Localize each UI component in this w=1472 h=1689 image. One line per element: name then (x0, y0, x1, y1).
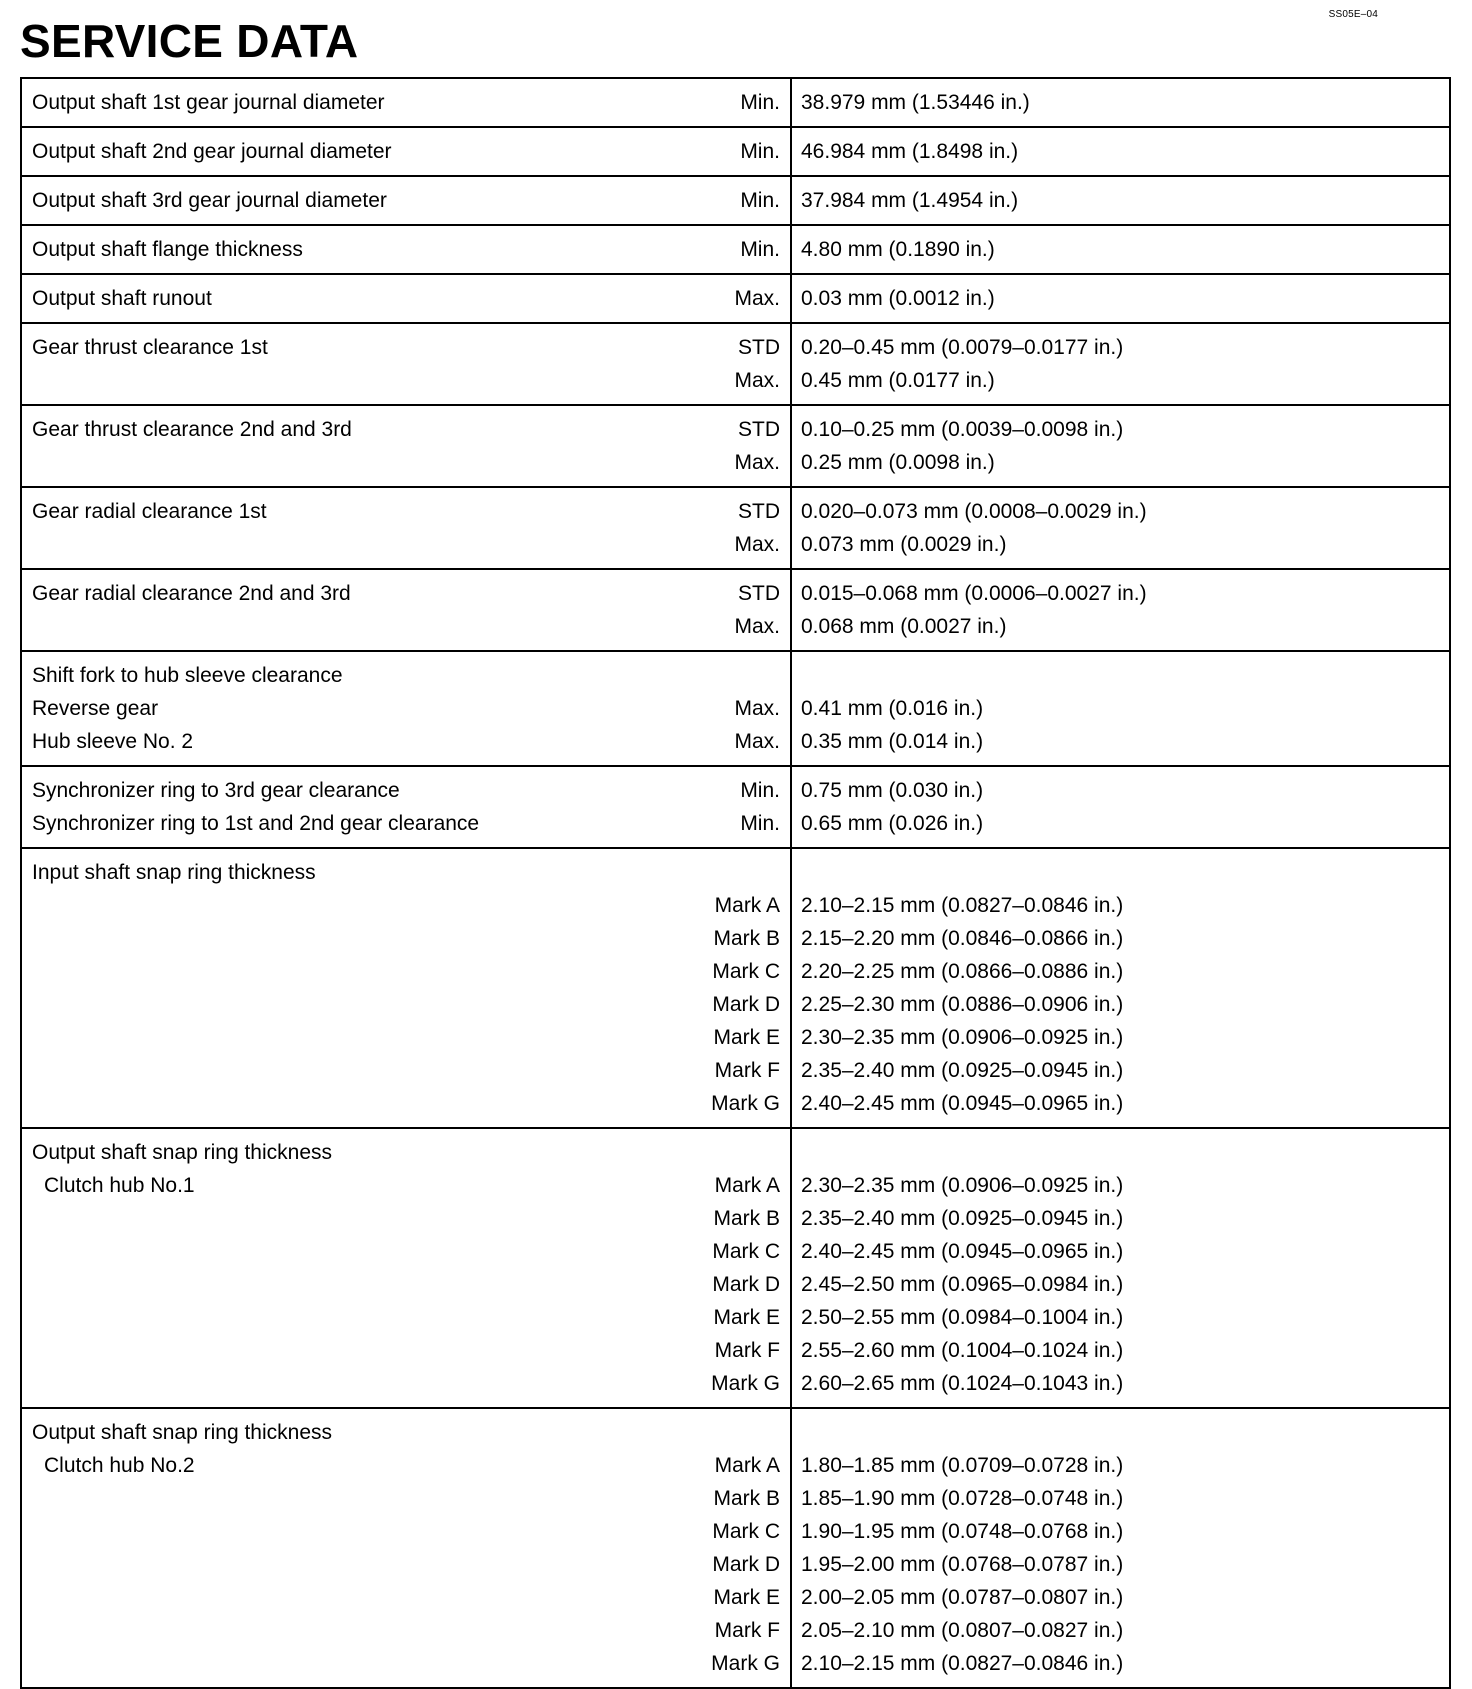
item-labels (32, 1136, 711, 1400)
spec-label-cell (22, 849, 792, 1127)
qualifier: Min. (740, 189, 780, 212)
spec-value: 0.20–0.45 mm (0.0079–0.0177 in.) (801, 336, 1124, 359)
item-label: Output shaft flange thickness (32, 238, 303, 261)
qualifier: Mark B (713, 927, 780, 950)
qualifier: Mark E (713, 1026, 780, 1049)
spec-value-cell (792, 324, 1449, 404)
spec-label-cell (22, 1129, 792, 1407)
spec-value: 0.073 mm (0.0029 in.) (801, 533, 1007, 556)
qualifier-column (740, 774, 780, 840)
qualifier: Mark C (712, 960, 780, 983)
table-row (22, 486, 1449, 568)
spec-value: 2.40–2.45 mm (0.0945–0.0965 in.) (801, 1092, 1124, 1115)
spec-value (801, 856, 1439, 889)
spec-value: 2.45–2.50 mm (0.0965–0.0984 in.) (801, 1273, 1124, 1296)
qualifier: Max. (734, 533, 780, 556)
qualifier: Mark D (712, 993, 780, 1016)
spec-value-cell (792, 849, 1449, 1127)
item-labels (32, 86, 740, 119)
item-label: Hub sleeve No. 2 (32, 730, 194, 753)
spec-value-cell (792, 767, 1449, 847)
spec-value (801, 659, 1439, 692)
table-row (22, 224, 1449, 273)
qualifier: Max. (734, 369, 780, 392)
spec-value: 38.979 mm (1.53446 in.) (801, 91, 1030, 114)
item-label: Gear thrust clearance 1st (32, 336, 268, 359)
spec-value (801, 1416, 1439, 1449)
spec-value: 0.020–0.073 mm (0.0008–0.0029 in.) (801, 500, 1147, 523)
item-label: Output shaft runout (32, 287, 212, 310)
spec-value: 1.95–2.00 mm (0.0768–0.0787 in.) (801, 1553, 1124, 1576)
qualifier (711, 1136, 780, 1169)
qualifier-column (734, 413, 780, 479)
spec-value: 1.90–1.95 mm (0.0748–0.0768 in.) (801, 1520, 1124, 1543)
spec-label-cell (22, 226, 792, 273)
qualifier: Mark F (714, 1619, 780, 1642)
item-label: Synchronizer ring to 1st and 2nd gear clearance (32, 812, 480, 835)
qualifier: Mark B (713, 1487, 780, 1510)
spec-label-cell (22, 767, 792, 847)
item-labels (32, 233, 740, 266)
spec-value: 1.80–1.85 mm (0.0709–0.0728 in.) (801, 1454, 1124, 1477)
item-label: Gear radial clearance 2nd and 3rd (32, 582, 351, 605)
qualifier: Max. (734, 615, 780, 638)
item-labels (32, 659, 734, 758)
qualifier-column (734, 659, 780, 758)
item-labels (32, 331, 734, 397)
qualifier: STD (738, 418, 780, 441)
qualifier-column (740, 184, 780, 217)
qualifier-column (734, 577, 780, 643)
qualifier: Mark C (712, 1520, 780, 1543)
item-label: Synchronizer ring to 3rd gear clearance (32, 779, 400, 802)
spec-value: 0.75 mm (0.030 in.) (801, 779, 984, 802)
item-label: Gear radial clearance 1st (32, 500, 267, 523)
item-label: Input shaft snap ring thickness (32, 861, 316, 884)
item-label: Output shaft 3rd gear journal diameter (32, 189, 387, 212)
qualifier: Max. (734, 451, 780, 474)
item-label: Gear thrust clearance 2nd and 3rd (32, 418, 352, 441)
table-row (22, 765, 1449, 847)
spec-value: 2.50–2.55 mm (0.0984–0.1004 in.) (801, 1306, 1124, 1329)
spec-value: 37.984 mm (1.4954 in.) (801, 189, 1019, 212)
qualifier: Mark D (712, 1553, 780, 1576)
item-label: Output shaft 2nd gear journal diameter (32, 140, 392, 163)
table-row (22, 126, 1449, 175)
qualifier: Mark B (713, 1207, 780, 1230)
spec-value-cell (792, 570, 1449, 650)
table-row (22, 79, 1449, 126)
table-row (22, 650, 1449, 765)
item-label: Shift fork to hub sleeve clearance (32, 664, 343, 687)
qualifier: Mark F (714, 1339, 780, 1362)
item-labels (32, 282, 734, 315)
spec-value: 46.984 mm (1.8498 in.) (801, 140, 1019, 163)
spec-value-cell (792, 652, 1449, 765)
qualifier: Mark G (711, 1652, 780, 1675)
spec-value: 2.35–2.40 mm (0.0925–0.0945 in.) (801, 1059, 1124, 1082)
table-row (22, 568, 1449, 650)
qualifier: STD (738, 582, 780, 605)
spec-label-cell (22, 488, 792, 568)
spec-value-cell (792, 79, 1449, 126)
qualifier-column (740, 135, 780, 168)
qualifier: Min. (740, 91, 780, 114)
document-code: SS05E–04 (1328, 9, 1378, 20)
qualifier-column (734, 495, 780, 561)
spec-label-cell (22, 1409, 792, 1687)
spec-value: 0.25 mm (0.0098 in.) (801, 451, 995, 474)
table-row (22, 1407, 1449, 1687)
table-row (22, 175, 1449, 224)
qualifier: Min. (740, 812, 780, 835)
spec-value: 0.45 mm (0.0177 in.) (801, 369, 995, 392)
qualifier: Mark E (713, 1306, 780, 1329)
qualifier-column (740, 233, 780, 266)
qualifier: STD (738, 336, 780, 359)
spec-value-cell (792, 488, 1449, 568)
qualifier: Mark G (711, 1092, 780, 1115)
qualifier: Mark A (714, 1174, 780, 1197)
spec-value: 0.10–0.25 mm (0.0039–0.0098 in.) (801, 418, 1124, 441)
spec-value-cell (792, 128, 1449, 175)
spec-value: 2.55–2.60 mm (0.1004–0.1024 in.) (801, 1339, 1124, 1362)
qualifier: Max. (734, 287, 780, 310)
spec-value: 1.85–1.90 mm (0.0728–0.0748 in.) (801, 1487, 1124, 1510)
item-label: Clutch hub No.1 (44, 1174, 195, 1197)
qualifier: Mark C (712, 1240, 780, 1263)
qualifier-column (734, 282, 780, 315)
qualifier: Mark E (713, 1586, 780, 1609)
spec-value: 2.40–2.45 mm (0.0945–0.0965 in.) (801, 1240, 1124, 1263)
spec-label-cell (22, 324, 792, 404)
page-title: SERVICE DATA (20, 15, 359, 67)
spec-value: 0.41 mm (0.016 in.) (801, 697, 984, 720)
spec-label-cell (22, 177, 792, 224)
qualifier-column (711, 1136, 780, 1400)
qualifier: Mark A (714, 894, 780, 917)
qualifier: Mark F (714, 1059, 780, 1082)
spec-value-cell (792, 406, 1449, 486)
qualifier-column (711, 856, 780, 1120)
item-label: Output shaft 1st gear journal diameter (32, 91, 385, 114)
spec-value: 2.05–2.10 mm (0.0807–0.0827 in.) (801, 1619, 1124, 1642)
spec-value-cell (792, 1129, 1449, 1407)
item-label: Clutch hub No.2 (44, 1454, 195, 1477)
item-labels (32, 774, 740, 840)
spec-value: 0.015–0.068 mm (0.0006–0.0027 in.) (801, 582, 1147, 605)
qualifier: Min. (740, 140, 780, 163)
qualifier-column (740, 86, 780, 119)
spec-value: 4.80 mm (0.1890 in.) (801, 238, 995, 261)
spec-value: 2.15–2.20 mm (0.0846–0.0866 in.) (801, 927, 1124, 950)
item-labels (32, 856, 711, 1120)
service-data-table (20, 77, 1451, 1689)
item-label: Output shaft snap ring thickness (32, 1141, 332, 1164)
spec-value (801, 1136, 1439, 1169)
qualifier (711, 1416, 780, 1449)
table-row (22, 847, 1449, 1127)
spec-value: 0.068 mm (0.0027 in.) (801, 615, 1007, 638)
qualifier: Min. (740, 238, 780, 261)
qualifier: Max. (734, 730, 780, 753)
qualifier: Mark D (712, 1273, 780, 1296)
table-row (22, 322, 1449, 404)
table-row (22, 1127, 1449, 1407)
qualifier-column (734, 331, 780, 397)
table-row (22, 404, 1449, 486)
spec-value: 2.30–2.35 mm (0.0906–0.0925 in.) (801, 1026, 1124, 1049)
qualifier: Mark A (714, 1454, 780, 1477)
spec-value: 2.35–2.40 mm (0.0925–0.0945 in.) (801, 1207, 1124, 1230)
spec-value: 2.60–2.65 mm (0.1024–0.1043 in.) (801, 1372, 1124, 1395)
item-labels (32, 413, 734, 479)
qualifier: Min. (740, 779, 780, 802)
spec-value: 2.20–2.25 mm (0.0866–0.0886 in.) (801, 960, 1124, 983)
spec-value: 0.65 mm (0.026 in.) (801, 812, 984, 835)
qualifier: STD (738, 500, 780, 523)
item-labels (32, 495, 734, 561)
spec-value-cell (792, 275, 1449, 322)
spec-value-cell (792, 1409, 1449, 1687)
spec-label-cell (22, 128, 792, 175)
item-label: Output shaft snap ring thickness (32, 1421, 332, 1444)
item-labels (32, 1416, 711, 1680)
spec-label-cell (22, 406, 792, 486)
spec-value: 0.35 mm (0.014 in.) (801, 730, 984, 753)
item-labels (32, 135, 740, 168)
spec-value: 0.03 mm (0.0012 in.) (801, 287, 995, 310)
qualifier (711, 856, 780, 889)
item-labels (32, 184, 740, 217)
spec-label-cell (22, 570, 792, 650)
spec-value: 2.30–2.35 mm (0.0906–0.0925 in.) (801, 1174, 1124, 1197)
item-labels (32, 577, 734, 643)
spec-value: 2.10–2.15 mm (0.0827–0.0846 in.) (801, 894, 1124, 917)
spec-value: 2.25–2.30 mm (0.0886–0.0906 in.) (801, 993, 1124, 1016)
spec-label-cell (22, 652, 792, 765)
qualifier: Max. (734, 697, 780, 720)
spec-value-cell (792, 226, 1449, 273)
spec-label-cell (22, 79, 792, 126)
qualifier-column (711, 1416, 780, 1680)
qualifier (734, 659, 780, 692)
spec-value-cell (792, 177, 1449, 224)
spec-value: 2.00–2.05 mm (0.0787–0.0807 in.) (801, 1586, 1124, 1609)
spec-label-cell (22, 275, 792, 322)
item-label: Reverse gear (32, 697, 159, 720)
qualifier: Mark G (711, 1372, 780, 1395)
spec-value: 2.10–2.15 mm (0.0827–0.0846 in.) (801, 1652, 1124, 1675)
table-row (22, 273, 1449, 322)
